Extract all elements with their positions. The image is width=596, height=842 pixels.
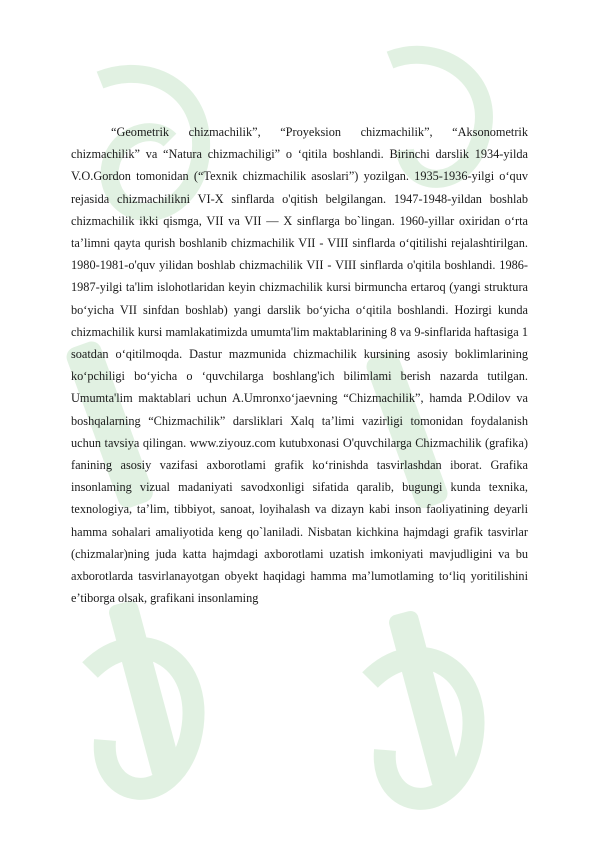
body-paragraph: “Geometrik chizmachilik”, “Proyeksion chizmachilik”, “Aksonometrik chizmachilik” va “Natura chizmachiligi” o ‘qitila boshlandi. Birinchi darslik 1934-yilda V.O.Gordon tomonidan (“Texnik chizmachilik asoslari”) yozilgan. 1935-1936-yilgi o‘quv rejasida chizmachilikni VI-X sinflarda o'qitish belgilangan. 1947-1948-yildan boshlab chizmachilik ikki qismga, VII va VII — X sinflarga bo`lingan. 1960-yillar oxiridan o‘rta ta’limni qayta qurish boshlanib chizmachilik VII - VIII sinflarda o‘qitilishi rejalashtirilgan. 1980-1981-o'quv yilidan boshlab chizmachilik VII - VIII sinflarda o'qitila boshlandi. 1986-1987-yilgi ta'lim islohotlaridan keyin chizmachilik kursi birmuncha ertaroq (yangi struktura bo‘yicha VII sinfdan boshlab) yangi darslik bo‘yicha o‘qitila boshlandi. Hozirgi kunda chizmachilik kursi mamlakatimizda umumta'lim maktablarining 8 va 9-sinflarida haftasiga 1 soatdan o‘qitilmoqda. Dastur mazmunida chizmachilik kursining asosiy boklimlarining ko‘pchiligi bo‘yicha o ‘quvchilarga boshlang'ich bilimlami berish nazarda tutilgan. Umumta'lim maktablari uchun A.Umronxo‘jaevning “Chizmachilik”, hamda P.Odilov va boshqalarning “Chizmachilik” darsliklari Xalq ta’limi vazirligi tomonidan foydalanish uchun tavsiya qilingan. www.ziyouz.com kutubxonasi O'quvchilarga Chizmachilik (grafika) fanining asosiy vazifasi axborotlami grafik ko‘rinishda tasvirlashdan iborat. Grafika insonlaming vizual madaniyati savodxonligi sifatida qaralib, bugungi kunda texnika, texnologiya, ta’lim, tibbiyot, sanoat, loyihalash va dizayn kabi inson faoliyatining deyarli hamma sohalari amaliyotida keng qo`laniladi. Nisbatan kichkina hajmdagi grafik tasvirlar (chizmalar)ning juda katta hajmdagi axborotlami uzatish imkoniyati mavjudligini va bu axborotlarda tasvirlanayotgan obyekt haqidagi hamma ma’lumotlaming to‘liq yoritilishini e’tiborga olsak, grafikani insonlaming — [71, 125, 528, 606]
